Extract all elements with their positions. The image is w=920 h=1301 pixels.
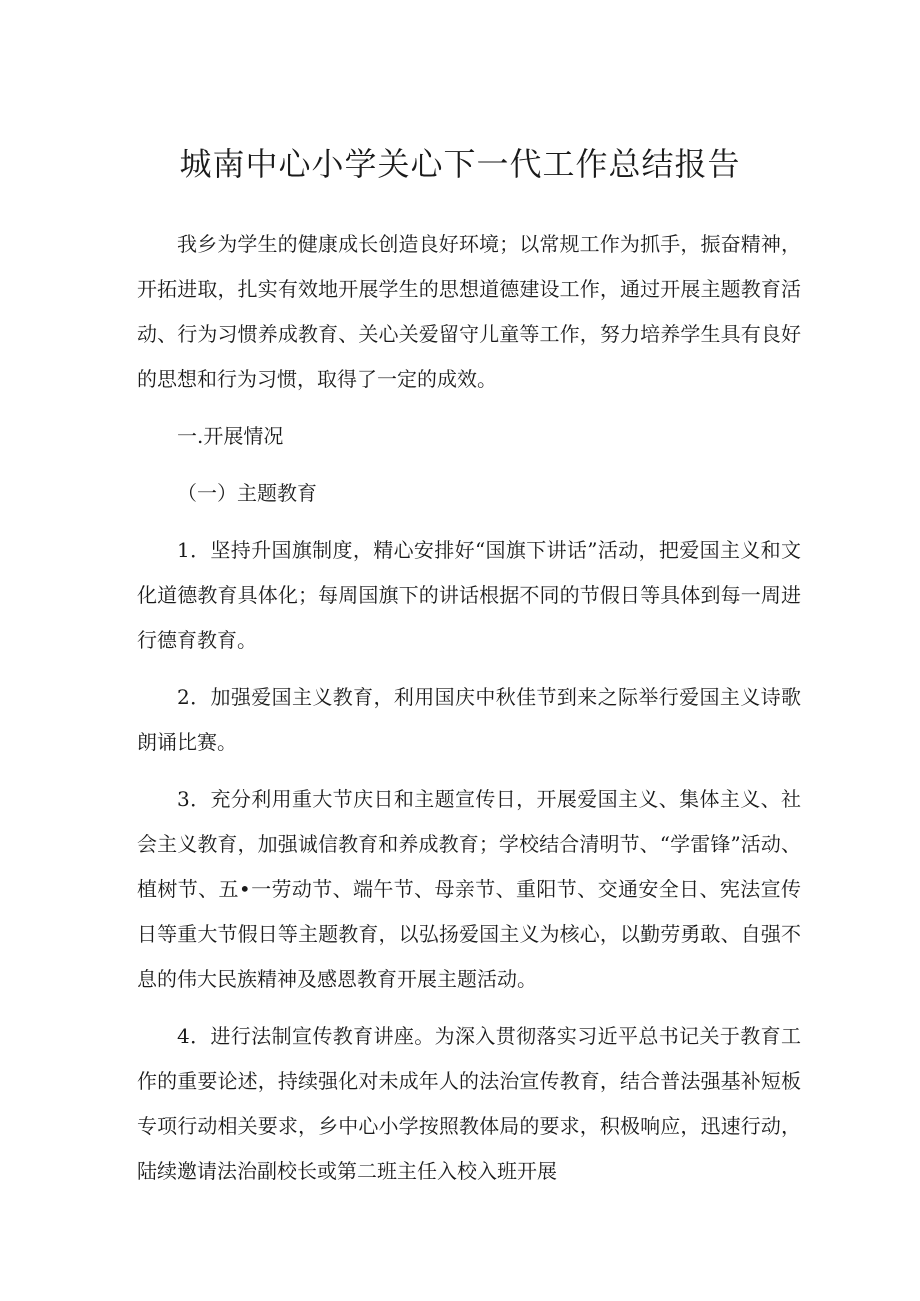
- item-text: ．进行法制宣传教育讲座。为深入贯彻落实习近平总书记关于教育工作的重要论述，持续强化对未成年人的法治宣传教育，结合普法强基补短板专项行动相关要求，乡中心小学按照教体局的要求，积极响应，迅速行动，陆续邀请法治副校长或第二班主任入校入班开展: [137, 1024, 801, 1183]
- item-text: ．坚持升国旗制度，精心安排好“国旗下讲话”活动，把爱国主义和文化道德教育具体化；每周国旗下的讲话根据不同的节假日等具体到每一周进行德育教育。: [137, 538, 801, 652]
- item-number: 3: [177, 787, 190, 811]
- list-item: [137, 675, 801, 765]
- list-item: [137, 528, 801, 663]
- document-body: [137, 222, 801, 1194]
- section-heading-1: 一.开展情况: [177, 424, 284, 448]
- list-item: [137, 1014, 801, 1194]
- list-item: [137, 777, 801, 1002]
- document-title: 城南中心小学关心下一代工作总结报告: [179, 145, 741, 183]
- intro-paragraph: 我乡为学生的健康成长创造良好环境；以常规工作为抓手，振奋精神，开拓进取，扎实有效地开展学生的思想道德建设工作，通过开展主题教育活动、行为习惯养成教育、关心关爱留守儿童等工作，努力培养学生具有良好的思想和行为习惯，取得了一定的成效。: [137, 232, 801, 391]
- item-text: ．加强爱国主义教育，利用国庆中秋佳节到来之际举行爱国主义诗歌朗诵比赛。: [137, 685, 801, 754]
- item-number: 1: [177, 538, 190, 562]
- subsection-heading-1: （一）主题教育: [177, 481, 317, 505]
- item-text: ．充分利用重大节庆日和主题宣传日，开展爱国主义、集体主义、社会主义教育，加强诚信教育和养成教育；学校结合清明节、“学雷锋”活动、植树节、五•一劳动节、端午节、母亲节、重阳节、交通安全日、宪法宣传日等重大节假日等主题教育，以弘扬爱国主义为核心，以勤劳勇敢、自强不息的伟大民族精神及感恩教育开展主题活动。: [137, 787, 801, 991]
- item-number: 2: [177, 685, 190, 709]
- item-number: 4: [177, 1024, 190, 1048]
